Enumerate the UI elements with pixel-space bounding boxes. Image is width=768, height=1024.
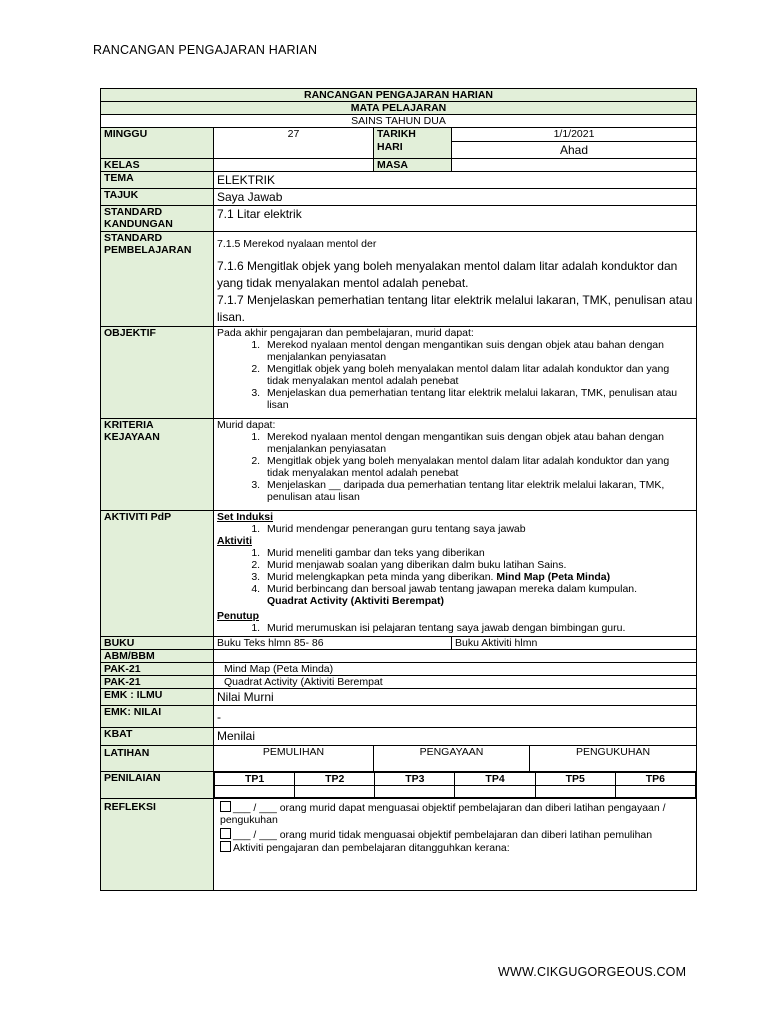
objektif-label: OBJEKTIF	[101, 327, 214, 419]
objektif-item: 1. Merekod nyalaan mentol dengan mengantikan suis dengan objek atau bahan dengan menjalankan penyiasatan	[263, 339, 693, 363]
abm-label: ABM/BBM	[101, 650, 214, 663]
set-induksi-item: 1. Murid mendengar penerangan guru tentang saya jawab	[263, 523, 693, 535]
kbat-value: Menilai	[214, 728, 697, 746]
kelas-value	[214, 159, 374, 172]
pak21-label: PAK-21	[101, 663, 214, 676]
buku-label: BUKU	[101, 637, 214, 650]
tp-cell	[615, 786, 695, 798]
kbat-label: KBAT	[101, 728, 214, 746]
tp-cell	[215, 786, 295, 798]
standard-kandungan-label: STANDARD KANDUNGAN	[101, 206, 214, 232]
buku-aktiviti: Buku Aktiviti hlmn	[452, 637, 697, 650]
aktiviti-item-text: Murid melengkapkan peta minda yang diberikan.	[267, 571, 494, 583]
aktiviti-item: 4. Murid berbincang dan bersoal jawab tentang jawapan mereka dalam kumpulan.	[263, 583, 693, 595]
refleksi-text: ___ / ___ orang murid tidak menguasai objektif pembelajaran dan diberi latihan pemulihan	[233, 829, 653, 841]
penilaian-grid	[214, 772, 697, 799]
penilaian-label: PENILAIAN	[101, 772, 214, 799]
refleksi-label: REFLEKSI	[101, 799, 214, 891]
tarikh-value: 1/1/2021	[452, 128, 697, 142]
lesson-plan-table	[100, 88, 697, 891]
kriteria-intro: Murid dapat:	[217, 419, 276, 431]
tema-value: ELEKTRIK	[214, 172, 697, 189]
penutup-heading: Penutup	[217, 610, 259, 622]
tp-header: TP3	[375, 773, 455, 786]
tp-header: TP2	[295, 773, 375, 786]
tp-cell	[535, 786, 615, 798]
masa-label: MASA	[374, 159, 452, 172]
kriteria-label: KRITERIA KEJAYAAN	[101, 419, 214, 511]
emk-ilmu-value: Nilai Murni	[214, 689, 697, 706]
kriteria-list	[217, 431, 693, 503]
tarikh-label: TARIKH	[377, 128, 416, 140]
pak21-label: PAK-21	[101, 676, 214, 689]
sp-line-1: 7.1.5 Merekod nyalaan mentol der	[217, 238, 377, 250]
objektif-list	[217, 339, 693, 411]
plan-title: RANCANGAN PENGAJARAN HARIAN	[101, 89, 697, 102]
tp-header: TP1	[215, 773, 295, 786]
tajuk-label: TAJUK	[101, 189, 214, 206]
hari-label: HARI	[377, 141, 403, 153]
buku-teks: Buku Teks hlmn 85- 86	[214, 637, 452, 650]
mind-map-label: Mind Map (Peta Minda)	[496, 571, 611, 583]
minggu-label: MINGGU	[101, 128, 214, 159]
standard-pembelajaran-cell	[214, 232, 697, 327]
checkbox-icon	[220, 828, 231, 839]
latihan-label: LATIHAN	[101, 746, 214, 772]
tema-label: TEMA	[101, 172, 214, 189]
tarikh-hari-label	[374, 128, 452, 159]
emk-nilai-label: EMK: NILAI	[101, 706, 214, 728]
aktiviti-item: 1. Murid meneliti gambar dan teks yang diberikan	[263, 547, 693, 559]
sp-line-3: 7.1.7 Menjelaskan pemerhatian tentang litar elektrik melalui lakaran, TMK, penulisan atau lisan.	[217, 293, 693, 324]
objektif-intro: Pada akhir pengajaran dan pembelajaran, murid dapat:	[217, 327, 474, 339]
page-header: RANCANGAN PENGAJARAN HARIAN	[93, 43, 318, 57]
latihan-option: PENGUKUHAN	[530, 746, 697, 772]
subject-heading: MATA PELAJARAN	[101, 102, 697, 115]
emk-ilmu-label: EMK : ILMU	[101, 689, 214, 706]
refleksi-line-1	[220, 801, 693, 826]
aktiviti-list	[217, 547, 693, 595]
refleksi-text: Aktiviti pengajaran dan pembelajaran ditangguhkan kerana:	[233, 842, 510, 854]
refleksi-line-2	[220, 828, 693, 841]
aktiviti-cell	[214, 511, 697, 637]
sp-line-2: 7.1.6 Mengitlak objek yang boleh menyalakan mentol dalam litar adalah konduktor dan yang tidak menyalakan mentol adalah penebat.	[217, 259, 678, 290]
refleksi-cell	[214, 799, 697, 891]
latihan-option: PEMULIHAN	[214, 746, 374, 772]
tp-cell	[455, 786, 535, 798]
tp-header: TP6	[615, 773, 695, 786]
set-induksi-list	[217, 523, 693, 535]
subject-value: SAINS TAHUN DUA	[101, 115, 697, 128]
objektif-item: 3. Menjelaskan dua pemerhatian tentang litar elektrik melalui lakaran, TMK, penulisan atau lisan	[263, 387, 693, 411]
tajuk-value: Saya Jawab	[214, 189, 697, 206]
kriteria-item: 3. Menjelaskan __ daripada dua pemerhatian tentang litar elektrik melalui lakaran, TMK, penulisan atau lisan	[263, 479, 693, 503]
minggu-value: 27	[214, 128, 374, 159]
aktiviti-item: 2. Murid menjawab soalan yang diberikan dalm buku latihan Sains.	[263, 559, 693, 571]
standard-kandungan-value: 7.1 Litar elektrik	[214, 206, 697, 232]
tp-header: TP4	[455, 773, 535, 786]
tp-cell	[295, 786, 375, 798]
kelas-label: KELAS	[101, 159, 214, 172]
penutup-list	[217, 622, 693, 634]
hari-value: Ahad	[452, 142, 697, 159]
tp-cell	[375, 786, 455, 798]
masa-value	[452, 159, 697, 172]
kriteria-item: 1. Merekod nyalaan mentol dengan mengantikan suis dengan objek atau bahan dengan menjalankan penyiasatan	[263, 431, 693, 455]
kriteria-cell	[214, 419, 697, 511]
standard-pembelajaran-label: STANDARD PEMBELAJARAN	[101, 232, 214, 327]
latihan-option: PENGAYAAN	[374, 746, 530, 772]
checkbox-icon	[220, 841, 231, 852]
kriteria-item: 2. Mengitlak objek yang boleh menyalakan mentol dalam litar adalah konduktor dan yang tidak menyalakan mentol adalah penebat	[263, 455, 693, 479]
refleksi-text: ___ / ___ orang murid dapat menguasai objektif pembelajaran dan diberi latihan pengayaan / pengukuhan	[220, 802, 666, 826]
checkbox-icon	[220, 801, 231, 812]
aktiviti-item	[263, 571, 693, 583]
tp-header: TP5	[535, 773, 615, 786]
refleksi-line-3	[220, 841, 693, 854]
tp-table	[214, 772, 696, 798]
quadrat-label: Quadrat Activity (Aktiviti Berempat)	[267, 595, 444, 607]
penutup-item: 1. Murid merumuskan isi pelajaran tentang saya jawab dengan bimbingan guru.	[263, 622, 693, 634]
objektif-item: 2. Mengitlak objek yang boleh menyalakan mentol dalam litar adalah konduktor dan yang tidak menyalakan mentol adalah penebat	[263, 363, 693, 387]
page-footer: WWW.CIKGUGORGEOUS.COM	[498, 965, 687, 979]
objektif-cell	[214, 327, 697, 419]
abm-value	[214, 650, 697, 663]
pak21-value: Mind Map (Peta Minda)	[214, 663, 697, 676]
pak21-value: Quadrat Activity (Aktiviti Berempat	[214, 676, 697, 689]
set-induksi-heading: Set Induksi	[217, 511, 274, 523]
aktiviti-label: AKTIVITI PdP	[101, 511, 214, 637]
aktiviti-heading: Aktiviti	[217, 535, 253, 547]
emk-nilai-value: -	[214, 706, 697, 728]
